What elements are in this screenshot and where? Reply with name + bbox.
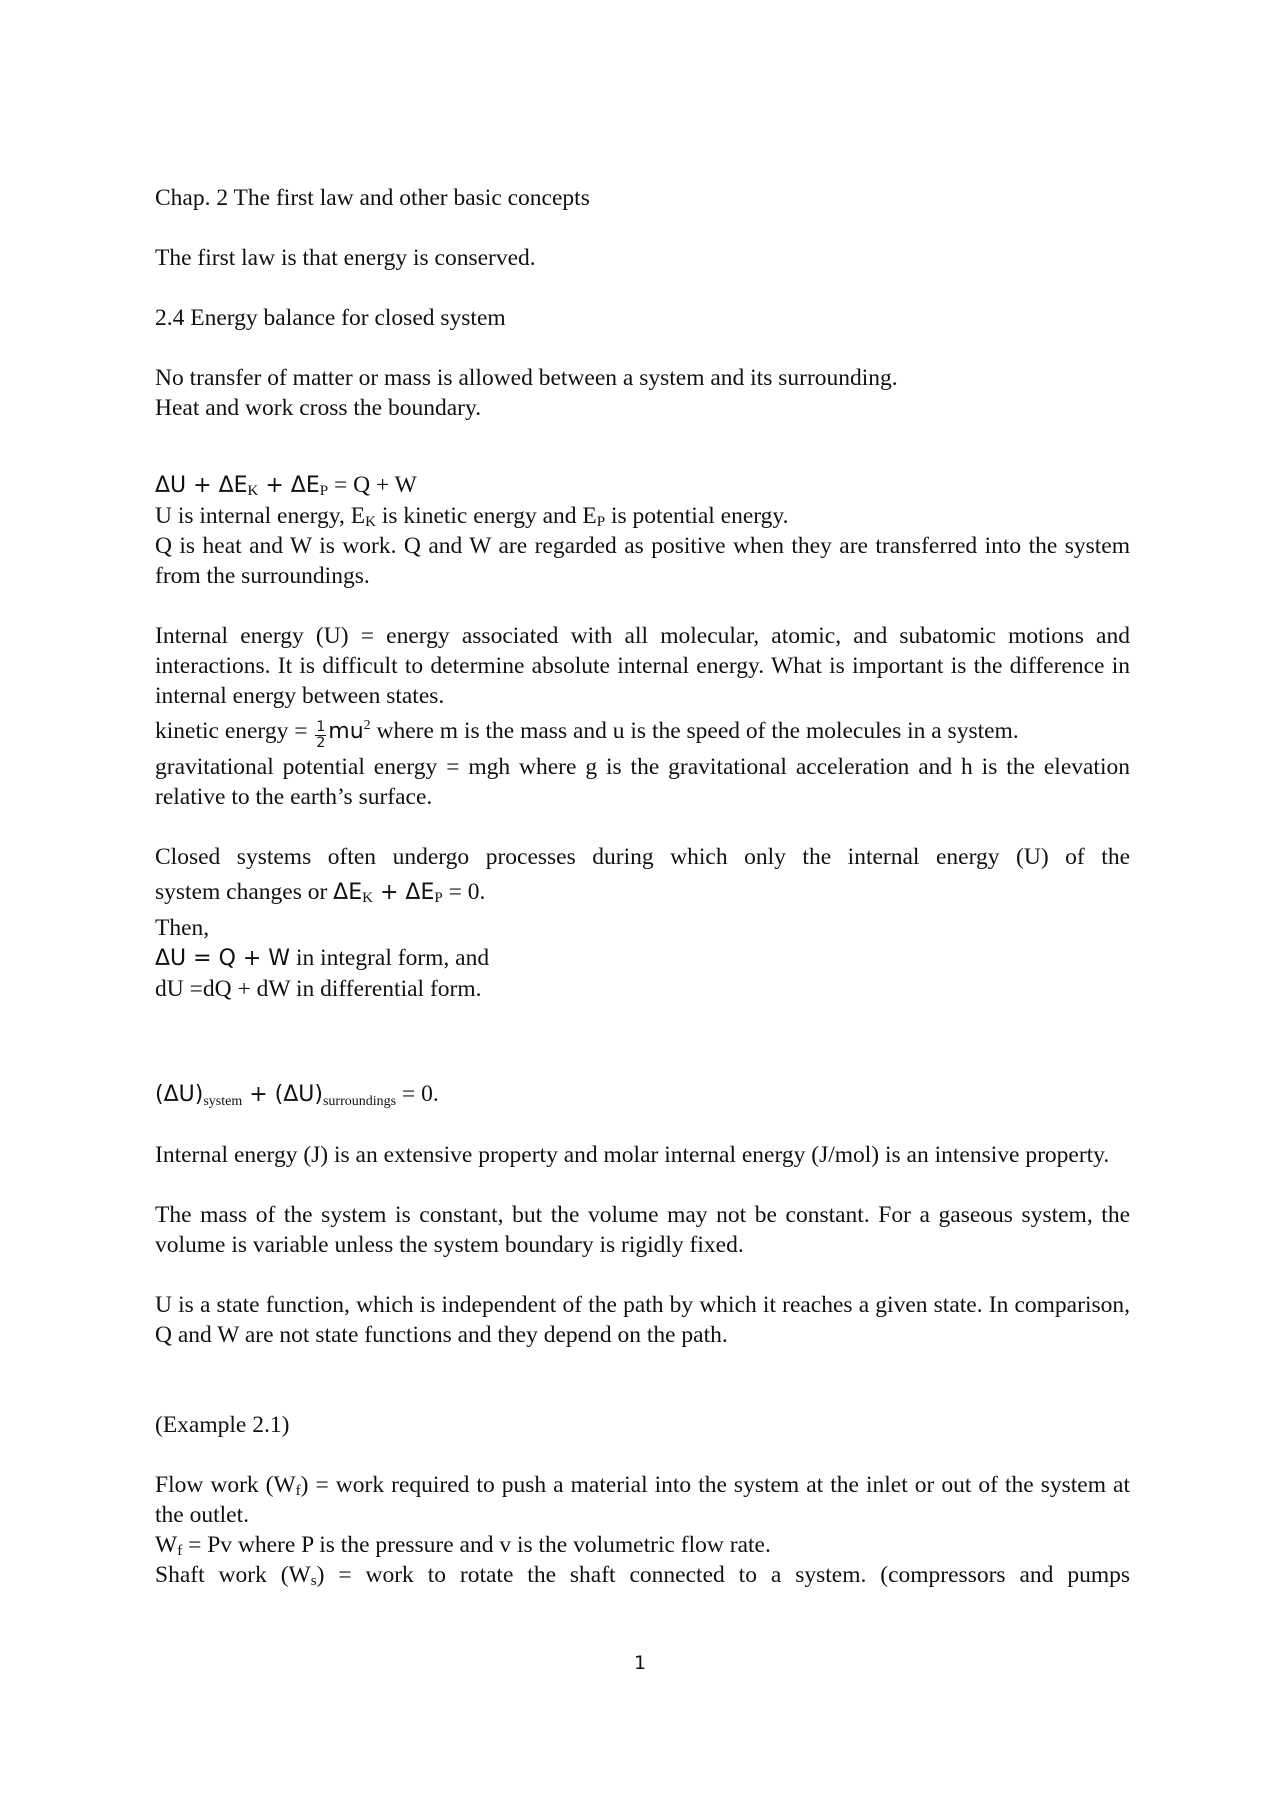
integral-text: in integral form, and <box>290 945 490 971</box>
section-title: 2.4 Energy balance for closed system <box>155 305 506 331</box>
flow-work-text: ) = work required to push a material into the system at the inlet or out of the system at the outlet. <box>155 1472 1130 1528</box>
flow-work-text: Flow work (W <box>155 1472 296 1498</box>
gravitational-energy-text: gravitational potential energy = mgh where g is the gravitational acceleration and h is the elevation relative to the earth’s surface. <box>155 754 1130 810</box>
conservation-term: (ΔU) <box>155 1082 204 1107</box>
closed-processes-line-2 <box>155 872 1130 913</box>
def-text: is kinetic energy and E <box>375 503 597 529</box>
energy-balance-equation <box>155 470 1130 501</box>
page-content <box>155 183 1130 1590</box>
eq-sub-p: P <box>319 483 329 499</box>
kinetic-text: where m is the mass and u is the speed of the molecules in a system. <box>370 718 1019 744</box>
flow-work-equation <box>155 1530 1130 1560</box>
cp-sub-p: P <box>434 890 443 906</box>
fraction-numerator: 1 <box>316 719 326 735</box>
kinetic-text: kinetic energy = <box>155 718 314 744</box>
integral-equation: ΔU = Q + W <box>155 946 291 971</box>
shaft-work-sub: s <box>310 1573 317 1589</box>
heat-work-definition: Q is heat and W is work. Q and W are regarded as positive when they are transferred into the system from the surroundings. <box>155 533 1130 589</box>
fraction-denominator: 2 <box>316 735 326 751</box>
conservation-sub-surroundings: surroundings <box>322 1094 397 1109</box>
eq-plus: + <box>258 473 291 498</box>
flow-work-definition <box>155 1470 1130 1530</box>
eq-delta-u: ΔU <box>155 473 187 498</box>
conservation-rhs: = 0. <box>396 1081 439 1107</box>
cp-text: = 0. <box>442 879 486 905</box>
conservation-sub-system: system <box>203 1094 243 1109</box>
def-sub-p: P <box>596 514 606 530</box>
kinetic-exponent: 2 <box>363 718 371 733</box>
shaft-work-text: ) = work to rotate the shaft connected to a system. (compressors and pumps <box>316 1562 1130 1588</box>
internal-energy-text: Internal energy (U) = energy associated with all molecular, atomic, and subatomic motions and interactions. It is difficult to determine absolute internal energy. What is important is the difference in internal energy between states. <box>155 623 1130 709</box>
first-law-statement: The first law is that energy is conserved. <box>155 245 536 271</box>
eq-delta-e: ΔE <box>290 473 320 498</box>
shaft-work-definition <box>155 1560 1130 1590</box>
differential-form: dU =dQ + dW in differential form. <box>155 976 482 1002</box>
eq-sub-k: K <box>247 483 259 499</box>
energy-definitions <box>155 501 1130 531</box>
energy-balance-block <box>155 470 1130 591</box>
conservation-term: + (ΔU) <box>242 1082 323 1107</box>
kinetic-energy-formula <box>155 711 1130 752</box>
closed-system-line-2: Heat and work cross the boundary. <box>155 395 482 421</box>
conservation-equation <box>155 1079 1130 1110</box>
cp-delta-e: ΔE <box>333 880 363 905</box>
closed-processes-line-1: Closed systems often undergo processes during which only the internal energy (U) of the <box>155 844 1130 870</box>
page-number: 1 <box>633 1652 647 1674</box>
eq-rhs: = Q + W <box>328 472 417 498</box>
closed-system-line-1: No transfer of matter or mass is allowed between a system and its surrounding. <box>155 365 898 391</box>
eq-plus: + <box>186 473 219 498</box>
wf-text: = Pv where P is the pressure and v is the volumetric flow rate. <box>182 1532 771 1558</box>
example-reference: (Example 2.1) <box>155 1412 290 1438</box>
wf-sub: f <box>177 1543 183 1559</box>
wf-text: W <box>155 1532 178 1558</box>
shaft-work-text: Shaft work (W <box>155 1562 311 1588</box>
cp-sub-k: K <box>362 890 373 906</box>
integral-form <box>155 943 1130 974</box>
chapter-title: Chap. 2 The first law and other basic concepts <box>155 185 590 211</box>
kinetic-mu: mu <box>328 719 364 744</box>
def-text: U is internal energy, E <box>155 503 366 529</box>
flow-work-sub: f <box>295 1483 301 1499</box>
cp-plus: + <box>372 880 406 905</box>
closed-processes-block <box>155 842 1130 1004</box>
then-label: Then, <box>155 915 210 941</box>
def-sub-k: K <box>365 514 376 530</box>
cp-delta-e: ΔE <box>405 880 435 905</box>
work-definitions-block <box>155 1470 1130 1590</box>
eq-delta-e: ΔE <box>218 473 248 498</box>
extensive-property-text: Internal energy (J) is an extensive property and molar internal energy (J/mol) is an intensive property. <box>155 1142 1110 1168</box>
mass-volume-text: The mass of the system is constant, but the volume may not be constant. For a gaseous system, the volume is variable unless the system boundary is rigidly fixed. <box>155 1202 1130 1258</box>
cp-text: system changes or <box>155 879 334 905</box>
closed-system-paragraph <box>155 363 1130 423</box>
internal-energy-block <box>155 621 1130 812</box>
def-text: is potential energy. <box>605 503 789 529</box>
state-function-text: U is a state function, which is independent of the path by which it reaches a given state. In comparison, Q and W are not state functions and they depend on the path. <box>155 1292 1130 1348</box>
one-half-fraction <box>315 720 326 751</box>
